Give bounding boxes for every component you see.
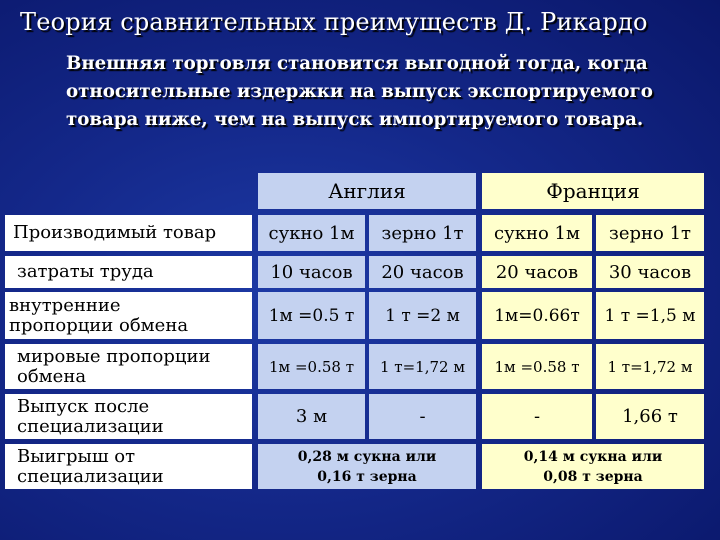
cell-internal: 1м=0.66т: [482, 292, 592, 339]
cell-labor: 20 часов: [482, 256, 592, 288]
subtitle-line: относительные издержки на выпуск экспортируемого: [66, 81, 653, 102]
cell-internal: 1 т =1,5 м: [596, 292, 704, 339]
cell-output: -: [482, 394, 592, 439]
row-label-output: Выпуск после специализации: [5, 394, 252, 439]
cell-internal: 1м =0.5 т: [258, 292, 365, 339]
cell-goods: зерно 1т: [369, 215, 476, 251]
cell-gain-england: 0,28 м сукна или 0,16 т зерна: [258, 444, 476, 489]
subtitle-line: товара ниже, чем на выпуск импортируемого товара.: [66, 109, 644, 130]
cell-output: -: [369, 394, 476, 439]
cell-output: 1,66 т: [596, 394, 704, 439]
header-france: Франция: [482, 173, 704, 209]
cell-goods: сукно 1м: [482, 215, 592, 251]
cell-world: 1 т=1,72 м: [596, 344, 704, 389]
header-england: Англия: [258, 173, 476, 209]
cell-labor: 10 часов: [258, 256, 365, 288]
row-label-goods: Производимый товар: [5, 215, 252, 251]
cell-labor: 30 часов: [596, 256, 704, 288]
row-label-internal: внутренние пропорции обмена: [5, 292, 252, 339]
cell-world: 1м =0.58 т: [482, 344, 592, 389]
cell-world: 1м =0.58 т: [258, 344, 365, 389]
cell-goods: зерно 1т: [596, 215, 704, 251]
slide-title: Теория сравнительных преимуществ Д. Рикардо: [20, 8, 648, 36]
cell-output: 3 м: [258, 394, 365, 439]
cell-labor: 20 часов: [369, 256, 476, 288]
cell-internal: 1 т =2 м: [369, 292, 476, 339]
row-label-world: мировые пропорции обмена: [5, 344, 252, 389]
row-label-labor: затраты труда: [5, 256, 252, 288]
subtitle-line: Внешняя торговля становится выгодной тогда, когда: [66, 53, 648, 74]
row-label-gain: Выигрыш от специализации: [5, 444, 252, 489]
slide-subtitle: [66, 50, 716, 134]
cell-gain-france: 0,14 м сукна или 0,08 т зерна: [482, 444, 704, 489]
cell-world: 1 т=1,72 м: [369, 344, 476, 389]
cell-goods: сукно 1м: [258, 215, 365, 251]
